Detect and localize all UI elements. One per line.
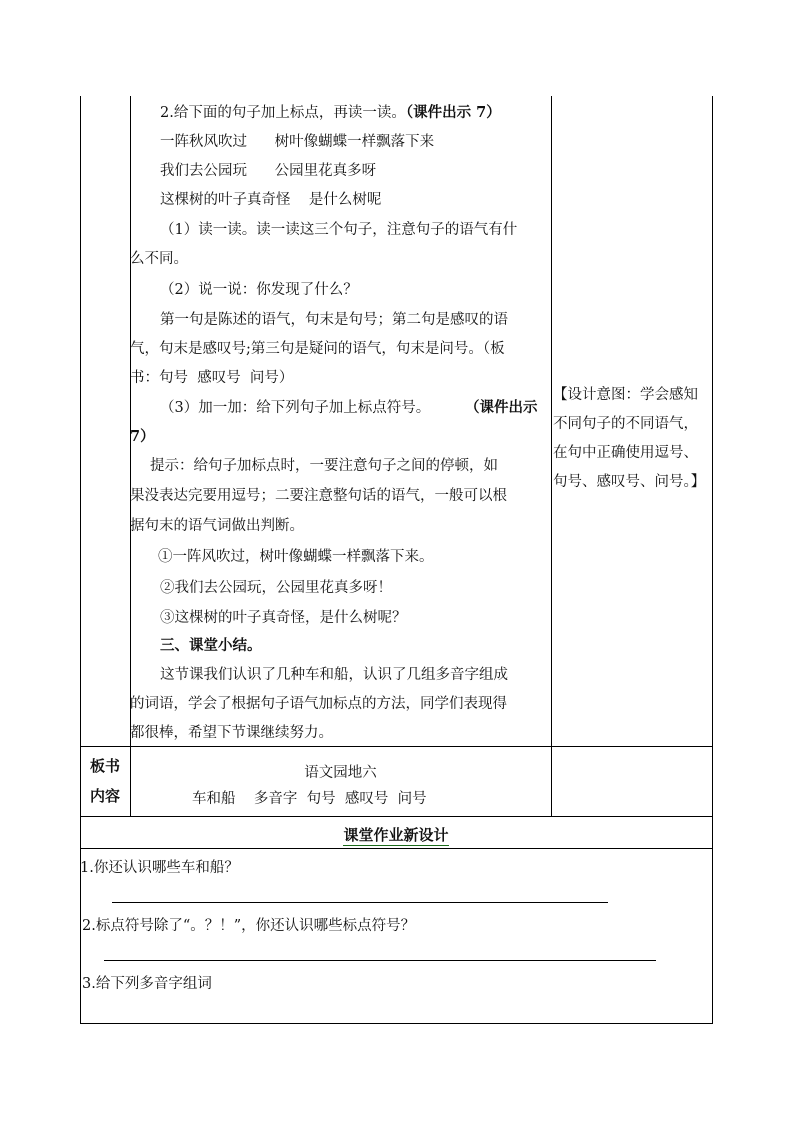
answer-sentence-2: ②我们去公园玩，公园里花真多呀！ [160, 580, 392, 596]
exercise-2-title: 2.给下面的句子加上标点，再读一读。（课件出示 7） [160, 104, 501, 121]
sentence-2: 我们去公园玩 公园里花真多呀 [160, 163, 377, 179]
board-label-bottom: 内容 [89, 787, 120, 805]
summary-line-1: 这节课我们认识了几种车和船，认识了几组多音字组成 [160, 667, 508, 683]
summary-line-3: 都很棒，希望下节课继续努力。 [130, 725, 333, 741]
table-border-right [712, 96, 713, 1024]
homework-question-1: 1.你还认识哪些车和船？ [80, 860, 239, 876]
hint-line-1: 提示：给句子加标点时，一要注意句子之间的停顿，如 [150, 458, 498, 474]
answer-blank-1 [112, 902, 608, 903]
answer-line-1: 第一句是陈述的语气，句末是句号；第二句是感叹的语 [160, 312, 508, 328]
table-border-row-board-bottom [80, 816, 713, 817]
step-3-line-1: （3）加一加：给下列句子加上标点符号。 [160, 400, 431, 416]
summary-line-2: 的词语，学会了根据句子语气加标点的方法，同学们表现得 [130, 696, 507, 712]
table-border-row-board-top [80, 746, 713, 747]
answer-line-3: 书：句号 感叹号 问号） [130, 370, 294, 386]
table-border-col2 [551, 96, 552, 817]
answer-line-2: 气，句末是感叹号;第三句是疑问的语气，句末是问号。（板 [130, 341, 505, 357]
table-border-bottom [80, 1023, 713, 1024]
summary-heading: 三、课堂小结。 [160, 637, 262, 654]
step-1-line-1: （1）读一读。读一读这三个句子，注意句子的语气有什 [160, 222, 518, 238]
sentence-3: 这棵树的叶子真奇怪 是什么树呢 [160, 192, 382, 208]
design-intent-line: 【设计意图：学会感知 [553, 387, 698, 403]
homework-question-3: 3.给下列多音字组词 [82, 976, 212, 992]
homework-title: 课堂作业新设计 [343, 826, 449, 844]
homework-question-2: 2.标点符号除了“。？！”，你还认识哪些标点符号？ [82, 918, 416, 934]
courseware-note: （课件出示 [465, 399, 538, 416]
step-1-line-2: 么不同。 [130, 251, 188, 267]
step-3-line-2: 7） [130, 428, 155, 445]
answer-sentence-3: ③这棵树的叶子真奇怪，是什么树呢？ [160, 610, 407, 626]
answer-blank-2 [104, 960, 656, 961]
answer-sentence-1: ①一阵风吹过，树叶像蝴蝶一样飘落下来。 [158, 549, 434, 565]
design-intent-line: 在句中正确使用逗号、 [553, 445, 698, 461]
hint-line-2: 果没表达完要用逗号；二要注意整句话的语气，一般可以根 [130, 488, 507, 504]
sentence-1: 一阵秋风吹过 树叶像蝴蝶一样飘落下来 [160, 134, 435, 150]
design-intent-line: 不同句子的不同语气， [553, 416, 698, 432]
table-border-homework-title-bottom [80, 848, 713, 849]
hint-line-3: 据句末的语气词做出判断。 [130, 518, 304, 534]
board-label-top: 板书 [89, 757, 120, 775]
design-intent [553, 381, 713, 497]
design-intent-line: 句号、感叹号、问号。】 [553, 474, 706, 490]
step-2: （2）说一说：你发现了什么？ [160, 282, 358, 298]
board-items: 车和船 多音字 句号 感叹号 问号 [192, 791, 427, 807]
table-border-left [80, 96, 81, 1024]
board-title: 语文园地六 [304, 765, 377, 781]
